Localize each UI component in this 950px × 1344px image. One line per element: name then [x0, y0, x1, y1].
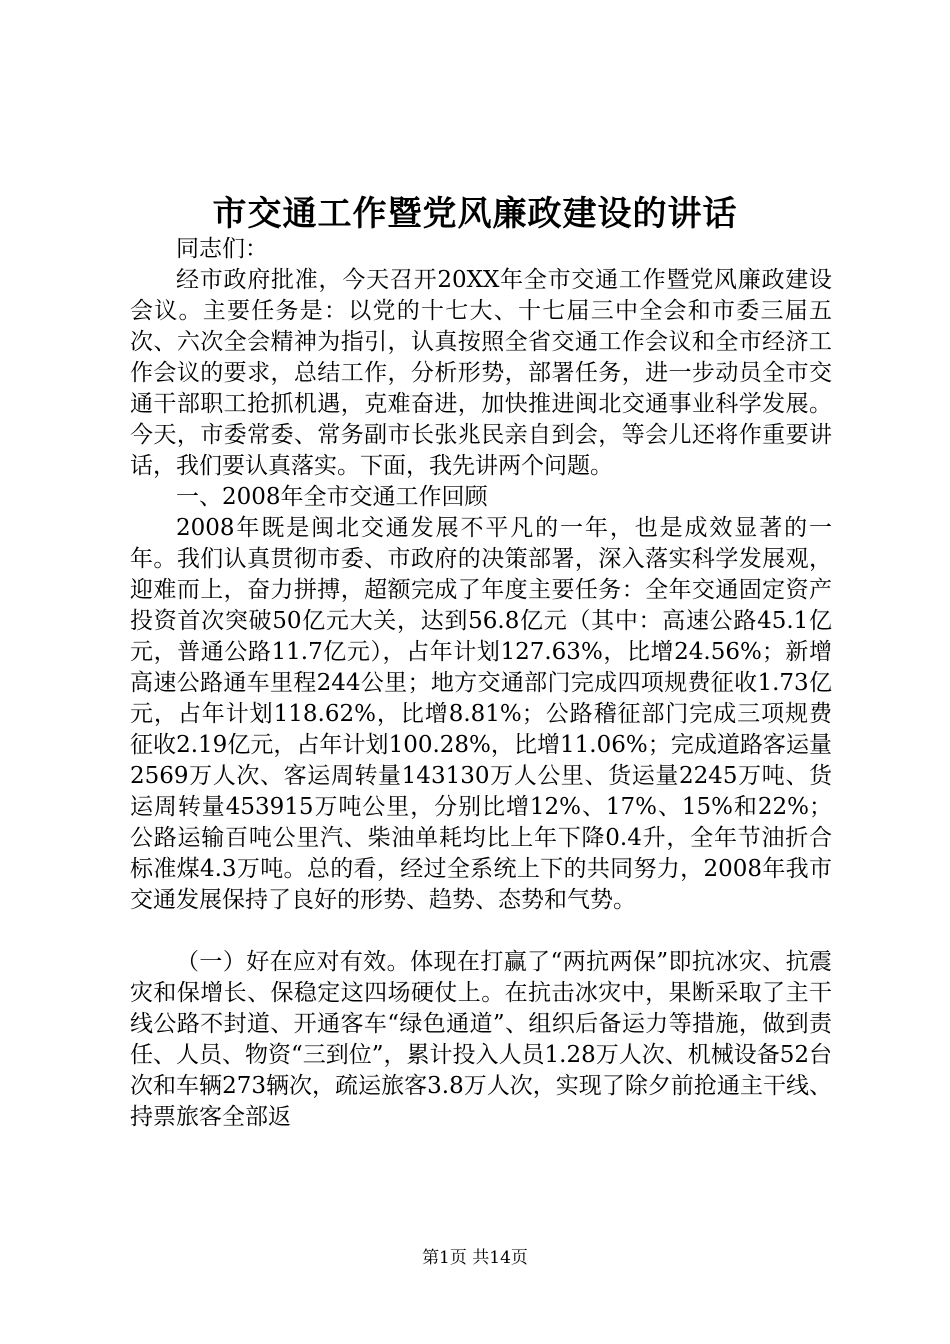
intro-paragraph: 经市政府批准，今天召开20XX年全市交通工作暨党风廉政建设会议。主要任务是：以党的十七大、十七届三中全会和市委三届五次、六次全会精神为指引，认真按照全省交通工作会议和全市经济工作会议的要求，总结工作，分析形势，部署任务，进一步动员全市交通干部职工抢抓机遇，克难奋进，加快推进闽北交通事业科学发展。今天，市委常委、常务副市长张兆民亲自到会，等会儿还将作重要讲话，我们要认真落实。下面，我先讲两个问题。	[130, 267, 832, 479]
page-number: 第1页 共14页	[422, 1248, 528, 1268]
document-body	[130, 234, 832, 1133]
section-heading: 一、2008年全市交通工作回顾	[176, 484, 488, 510]
document-title: 市交通工作暨党风廉政建设的讲话	[212, 194, 738, 234]
subsection-paragraph: （一）好在应对有效。体现在打赢了“两抗两保”即抗冰灾、抗震灾和保增长、保稳定这四场硬仗上。在抗击冰灾中，果断采取了主干线公路不封道、开通客车“绿色通道”、组织后备运力等措施，做到责任、人员、物资“三到位”，累计投入人员1.28万人次、机械设备52台次和车辆273辆次，疏运旅客3.8万人次，实现了除夕前抢通主干线、持票旅客全部返	[130, 949, 832, 1130]
salutation-paragraph: 同志们：	[176, 236, 268, 262]
review-paragraph: 2008年既是闽北交通发展不平凡的一年，也是成效显著的一年。我们认真贯彻市委、市政府的决策部署，深入落实科学发展观，迎难而上，奋力拼搏，超额完成了年度主要任务：全年交通固定资产投资首次突破50亿元大关，达到56.8亿元（其中：高速公路45.1亿元，普通公路11.7亿元），占年计划127.63%，比增24.56%；新增高速公路通车里程244公里；地方交通部门完成四项规费征收1.73亿元，占年计划118.62%，比增8.81%；公路稽征部门完成三项规费征收2.19亿元，占年计划100.28%，比增11.06%；完成道路客运量2569万人次、客运周转量143130万人公里、货运量2245万吨、货运周转量453915万吨公里，分别比增12%、17%、15%和22%；公路运输百吨公里汽、柴油单耗均比上年下降0.4升，全年节油折合标准煤4.3万吨。总的看，经过全系统上下的共同努力，2008年我市交通发展保持了良好的形势、趋势、态势和气势。	[130, 515, 832, 913]
